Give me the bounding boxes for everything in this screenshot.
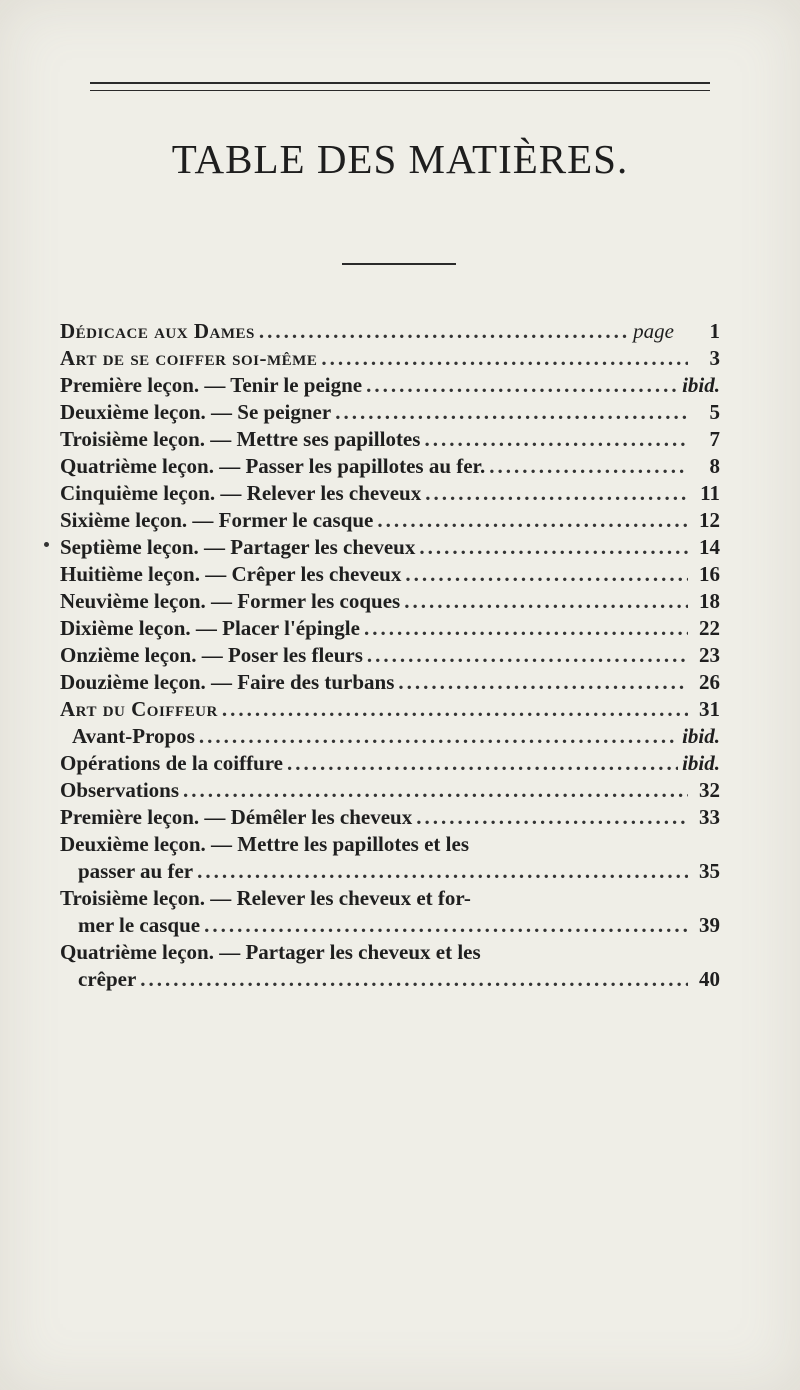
page-number: 22 — [699, 616, 720, 640]
dot-leader — [398, 669, 688, 696]
toc-entry — [60, 345, 720, 372]
dot-leader — [183, 777, 688, 804]
toc-entry-text: crêper — [78, 967, 137, 991]
toc-entry-text: Quatrième leçon. — Partager les cheveux et les — [60, 940, 481, 964]
toc-entry — [60, 615, 720, 642]
page-number: ibid. — [682, 724, 720, 748]
page-number: 18 — [699, 589, 720, 613]
page-number: 31 — [699, 697, 720, 721]
toc-entry-text: Cinquième leçon. — Relever les cheveux — [60, 481, 422, 505]
dot-leader — [425, 480, 688, 507]
page-number: 14 — [699, 535, 720, 559]
toc-entry — [60, 804, 720, 831]
dot-leader — [366, 372, 678, 399]
ink-speck — [44, 542, 49, 547]
toc-entry — [60, 642, 720, 669]
toc-entry-text: Douzième leçon. — Faire des turbans — [60, 670, 395, 694]
toc-entry — [60, 534, 720, 561]
toc-entry-text: Première leçon. — Tenir le peigne — [60, 373, 363, 397]
dot-leader — [404, 588, 688, 615]
dot-leader — [364, 615, 688, 642]
toc-entry — [60, 777, 720, 804]
toc-entry-text: Quatrième leçon. — Passer les papillotes au fer. — [60, 454, 486, 478]
page-number: 26 — [699, 670, 720, 694]
dot-leader — [140, 966, 688, 993]
dot-leader — [424, 426, 688, 453]
toc-entry-text: Deuxième leçon. — Mettre les papillotes et les — [60, 832, 469, 856]
toc-entry-text: Deuxième leçon. — Se peigner — [60, 400, 332, 424]
toc-entry — [60, 669, 720, 696]
page-number: 5 — [709, 400, 720, 424]
toc-entry — [60, 453, 720, 480]
toc-entry — [60, 318, 720, 345]
table-of-contents — [60, 318, 720, 993]
dot-leader — [367, 642, 688, 669]
page-title: TABLE DES MATIÈRES. — [171, 136, 629, 182]
toc-entry — [60, 372, 720, 399]
toc-entry-text: Neuvième leçon. — Former les coques — [60, 589, 401, 613]
toc-entry — [60, 939, 720, 993]
toc-entry — [60, 588, 720, 615]
dot-leader — [199, 723, 678, 750]
toc-entry-text: Troisième leçon. — Mettre ses papillotes — [60, 427, 421, 451]
toc-entry-text: Dédicace aux Dames — [60, 319, 255, 343]
toc-entry-text: Art de se coiffer soi-même — [60, 346, 318, 370]
toc-entry-text: Première leçon. — Démêler les cheveux — [60, 805, 413, 829]
toc-entry — [60, 399, 720, 426]
page-number: 11 — [700, 481, 720, 505]
toc-entry — [60, 507, 720, 534]
title-divider — [342, 263, 456, 265]
page-label: page — [633, 319, 674, 343]
dot-leader — [335, 399, 688, 426]
toc-entry — [60, 750, 720, 777]
toc-entry-text: Onzième leçon. — Poser les fleurs — [60, 643, 363, 667]
dot-leader — [419, 534, 688, 561]
toc-entry-text: Opérations de la coiffure — [60, 751, 284, 775]
page-number: ibid. — [682, 751, 720, 775]
toc-entry — [60, 480, 720, 507]
header-rules — [90, 82, 710, 91]
toc-entry-text: Art du Coiffeur — [60, 697, 218, 721]
page-number: 40 — [699, 967, 720, 991]
dot-leader — [405, 561, 688, 588]
page-number: 12 — [699, 508, 720, 532]
toc-entry-text: passer au fer — [78, 859, 194, 883]
dot-leader — [222, 696, 688, 723]
toc-entry-text: Huitième leçon. — Crêper les cheveux — [60, 562, 402, 586]
toc-entry — [60, 696, 720, 723]
toc-entry-text: Troisième leçon. — Relever les cheveux et for- — [60, 886, 471, 910]
toc-entry-text: Dixième leçon. — Placer l'épingle — [60, 616, 360, 640]
dot-leader — [321, 345, 688, 372]
toc-entry-text: Septième leçon. — Partager les cheveux — [60, 535, 416, 559]
page-number: 1 — [709, 319, 720, 343]
toc-entry-text: Sixième leçon. — Former le casque — [60, 508, 374, 532]
toc-entry — [60, 561, 720, 588]
dot-leader — [197, 858, 688, 885]
page-number: ibid. — [682, 373, 720, 397]
page-number: 3 — [709, 346, 720, 370]
toc-entry-text: mer le casque — [78, 913, 201, 937]
page-number: 8 — [709, 454, 720, 478]
toc-entry-text: Observations — [60, 778, 180, 802]
page-number: 33 — [699, 805, 720, 829]
toc-entry — [60, 831, 720, 885]
dot-leader — [377, 507, 688, 534]
dot-leader — [259, 318, 629, 345]
toc-entry-text: Avant-Propos — [72, 724, 195, 748]
dot-leader — [287, 750, 678, 777]
page-number: 23 — [699, 643, 720, 667]
dot-leader — [416, 804, 688, 831]
toc-entry — [60, 723, 720, 750]
page-number: 35 — [699, 859, 720, 883]
page-number: 32 — [699, 778, 720, 802]
page-number: 7 — [709, 427, 720, 451]
top-rule-thin — [90, 90, 710, 91]
dot-leader — [204, 912, 688, 939]
page-number: 16 — [699, 562, 720, 586]
toc-entry — [60, 885, 720, 939]
top-rule-thick — [90, 82, 710, 84]
dot-leader — [489, 453, 688, 480]
toc-entry — [60, 426, 720, 453]
page-number: 39 — [699, 913, 720, 937]
